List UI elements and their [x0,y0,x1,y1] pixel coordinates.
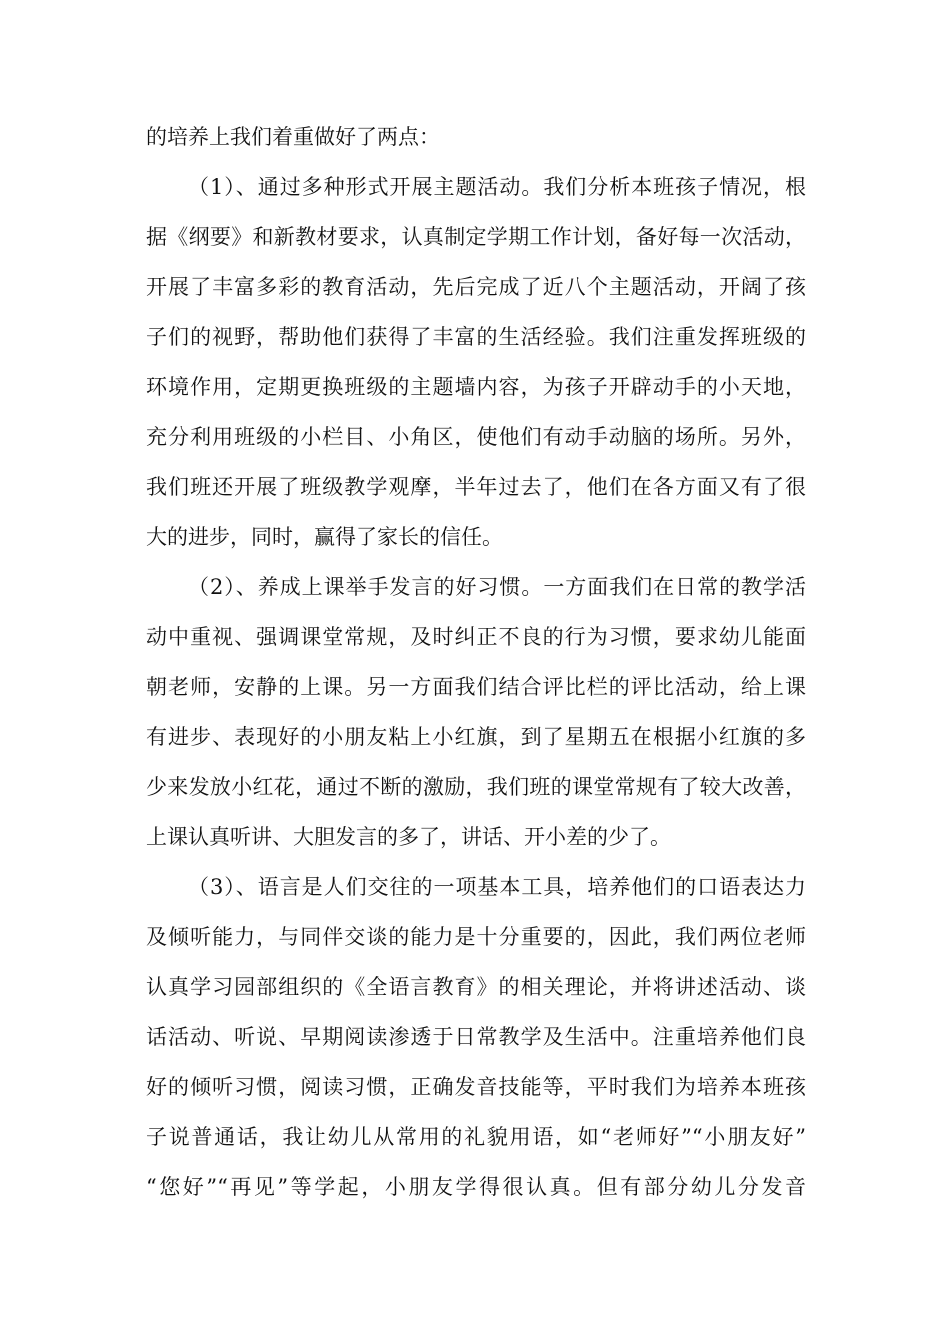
paragraph-2-line-6: 上课认真听讲、大胆发言的多了，讲话、开小差的少了。 [146,825,671,849]
paragraph-1-line-6: 充分利用班级的小栏目、小角区，使他们有动手动脑的场所。另外， [146,425,806,449]
paragraph-1-line-2: 据《纲要》和新教材要求，认真制定学期工作计划，备好每一次活动， [146,225,806,249]
paragraph-3-line-6: 子说普通话，我让幼儿从常用的礼貌用语，如“老师好”“小朋友好” [146,1125,806,1149]
paragraph-3-line-4: 话活动、听说、早期阅读渗透于日常教学及生活中。注重培养他们良 [146,1025,806,1049]
paragraph-2-line-3: 朝老师，安静的上课。另一方面我们结合评比栏的评比活动，给上课 [146,675,806,699]
paragraph-3-line-5: 好的倾听习惯，阅读习惯，正确发音技能等，平时我们为培养本班孩 [146,1075,806,1099]
paragraph-1-line-8: 大的进步，同时，赢得了家长的信任。 [146,525,503,549]
paragraph-3-line-2: 及倾听能力，与同伴交谈的能力是十分重要的，因此，我们两位老师 [146,925,806,949]
paragraph-3-line-7: “您好”“再见”等学起，小朋友学得很认真。但有部分幼儿分发音 [146,1175,806,1199]
paragraph-1-line-1: （1）、通过多种形式开展主题活动。我们分析本班孩子情况，根 [188,175,806,199]
paragraph-1-line-4: 子们的视野，帮助他们获得了丰富的生活经验。我们注重发挥班级的 [146,325,806,349]
paragraph-2-line-2: 动中重视、强调课堂常规，及时纠正不良的行为习惯，要求幼儿能面 [146,625,806,649]
paragraph-3-line-1: （3）、语言是人们交往的一项基本工具，培养他们的口语表达力 [188,875,806,899]
paragraph-2-line-5: 少来发放小红花，通过不断的激励，我们班的课堂常规有了较大改善， [146,775,806,799]
paragraph-1-line-3: 开展了丰富多彩的教育活动，先后完成了近八个主题活动，开阔了孩 [146,275,806,299]
paragraph-2-line-4: 有进步、表现好的小朋友粘上小红旗，到了星期五在根据小红旗的多 [146,725,806,749]
paragraph-3-line-3: 认真学习园部组织的《全语言教育》的相关理论，并将讲述活动、谈 [146,975,806,999]
paragraph-2-line-1: （2）、养成上课举手发言的好习惯。一方面我们在日常的教学活 [188,575,806,599]
paragraph-1-line-5: 环境作用，定期更换班级的主题墙内容，为孩子开辟动手的小天地， [146,375,806,399]
text-line-1: 的培养上我们着重做好了两点： [146,125,440,149]
paragraph-1-line-7: 我们班还开展了班级教学观摩，半年过去了，他们在各方面又有了很 [146,475,806,499]
